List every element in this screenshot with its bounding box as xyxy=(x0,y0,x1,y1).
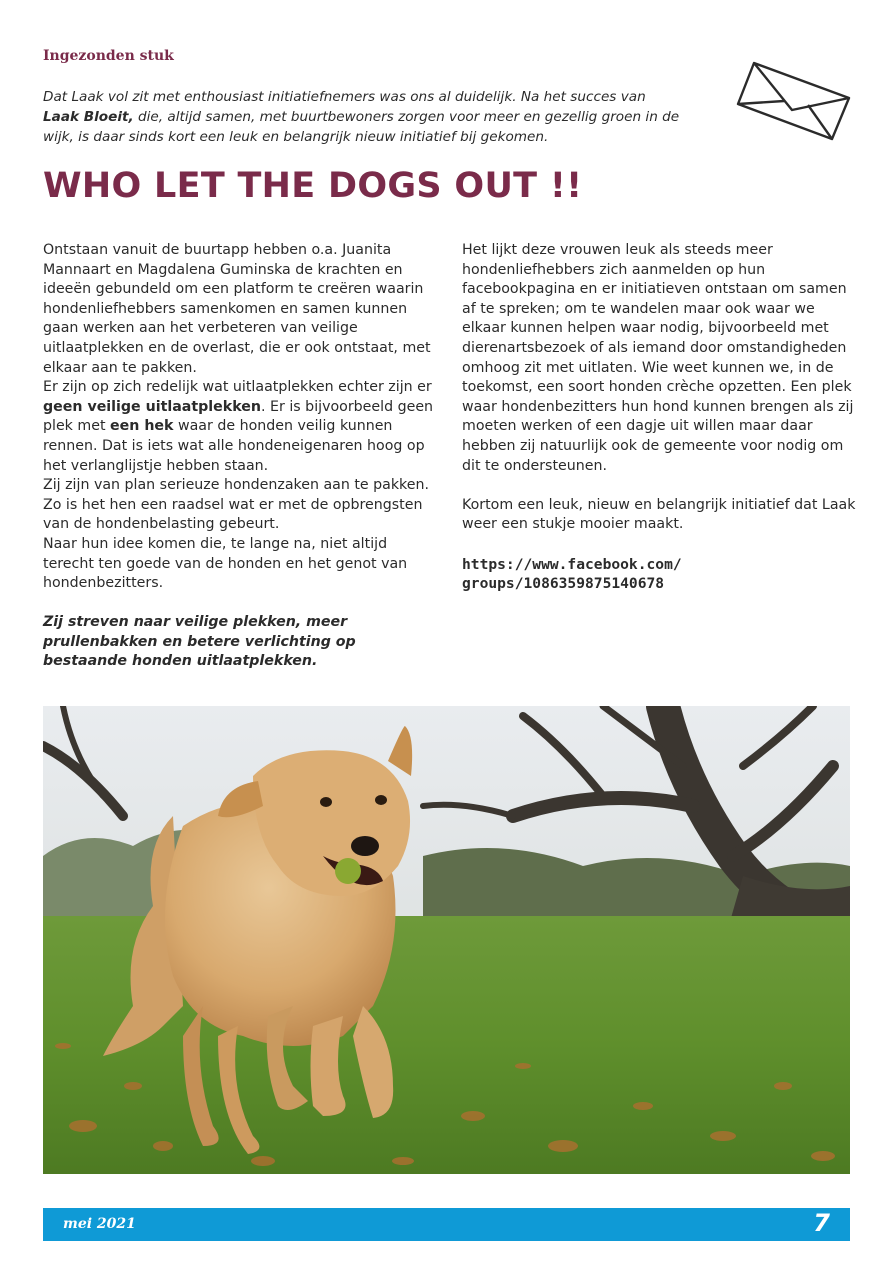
left-paragraph-2 xyxy=(43,378,438,476)
left-paragraph-3: Zij zijn van plan serieuze hondenzaken aan te pakken. Zo is het hen een raadsel wat er met de opbrengsten van de hondenbelasting gebeurt. xyxy=(43,477,429,533)
intro-text-1: Dat Laak vol zit met enthousiast initiatiefnemers was ons al duidelijk. Na het succes van xyxy=(43,89,646,105)
right-paragraph-1: Het lijkt deze vrouwen leuk als steeds meer hondenliefhebbers zich aanmelden op hun facebookpagina en er initiatieven ontstaan om samen af te spreken; om te wandelen maar ook waar we elkaar kunnen helpen waar nodig, bijvoorbeeld met dierenartsbezoek of als iemand door omstandigheden omhoog zit met uitlaten. Wie weet kunnen we, in de toekomst, een soort honden crèche opzetten. Een plek waar hondenbezitters hun hond kunnen brengen als zij moeten werken of een dagje uit willen maar daar hebben zij natuurlijk ook de gemeente voor nodig om dit te ondersteunen. xyxy=(462,242,854,474)
bold-fence: een hek xyxy=(110,418,174,435)
left-paragraph-4: Naar hun idee komen die, te lange na, niet altijd terecht ten goede van de honden en het genot van hondenbezitters. xyxy=(43,535,408,592)
facebook-group-link[interactable] xyxy=(462,555,857,594)
right-column xyxy=(462,241,857,594)
left-column xyxy=(43,241,438,672)
link-line-2[interactable]: groups/1086359875140678 xyxy=(462,575,665,593)
intro-bold-name: Laak Bloeit, xyxy=(43,109,134,125)
headline: WHO LET THE DOGS OUT !! xyxy=(43,166,583,206)
dog-photo xyxy=(43,706,850,1174)
bold-no-safe-spots: geen veilige uitlaatplekken xyxy=(43,398,262,415)
envelope-icon xyxy=(736,60,852,142)
footer-bar xyxy=(43,1208,850,1241)
page-number: 7 xyxy=(813,1209,830,1237)
footer-date: mei 2021 xyxy=(63,1216,136,1232)
section-label: Ingezonden stuk xyxy=(43,48,174,64)
golden-retriever-illustration xyxy=(43,706,850,1174)
right-paragraph-2: Kortom een leuk, nieuw en belangrijk initiatief dat Laak weer een stukje mooier maakt. xyxy=(462,496,856,533)
text-span: . Er is bijvoorbeeld geen plek met xyxy=(43,398,434,435)
intro-paragraph xyxy=(43,87,703,147)
left-paragraph-1: Ontstaan vanuit de buurtapp hebben o.a. Juanita Mannaart en Magdalena Guminska de krachten en ideeën gebundeld om een platform te creëren waarin hondenliefhebbers samenkomen en samen kunnen gaan werken aan het verbeteren van veilige uitlaatplekken en de overlast, die er ook ontstaat, met elkaar aan te pakken. xyxy=(43,242,431,376)
pull-quote: Zij streven naar veilige plekken, meer prullenbakken en betere verlichting op bestaande honden uitlaatplekken. xyxy=(43,614,356,670)
text-span: waar de honden veilig kunnen rennen. Dat is iets wat alle hondeneigenaren hoog op het verlanglijstje hebben staan. xyxy=(43,418,425,474)
text-span: Er zijn op zich redelijk wat uitlaatplekken echter zijn er xyxy=(43,379,432,396)
intro-text-2: die, altijd samen, met buurtbewoners zorgen voor meer en gezellig groen in de wijk, is daar sinds kort een leuk en belangrijk nieuw initiatief bij gekomen. xyxy=(43,109,680,145)
link-line-1[interactable]: https://www.facebook.com/ xyxy=(462,555,682,573)
